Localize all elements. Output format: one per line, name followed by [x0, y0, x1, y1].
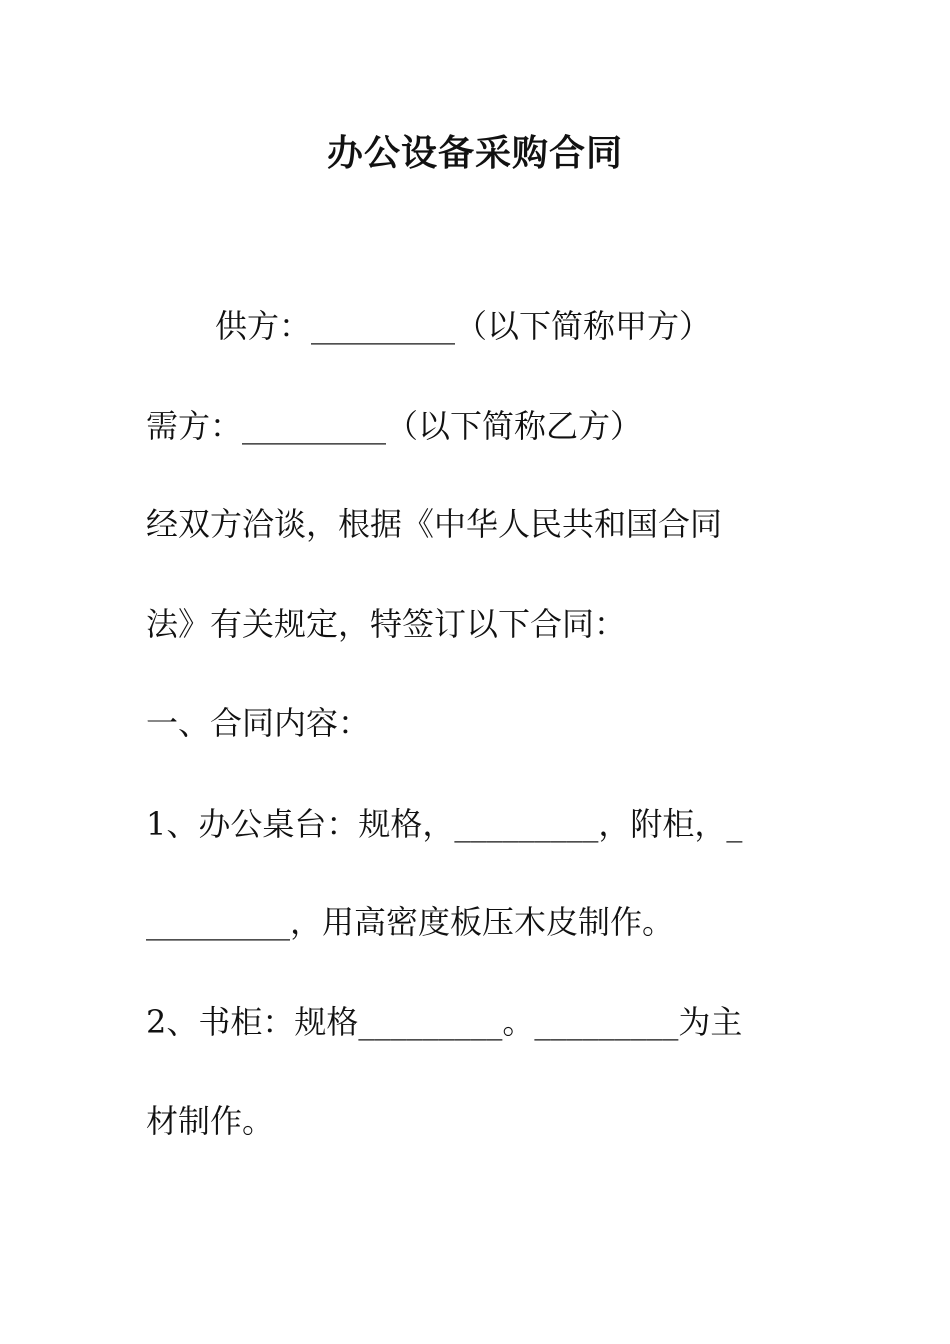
item-1-line-2: _________，用高密度板压木皮制作。	[146, 903, 675, 941]
item-2-line-1: 2、书柜：规格_________。_________为主	[146, 1003, 743, 1041]
supplier-line: 供方：_________（以下简称甲方）	[215, 307, 712, 345]
item-2-line-2: 材制作。	[146, 1102, 275, 1140]
section-heading-contract-content: 一、合同内容：	[146, 704, 371, 742]
preamble-line-2: 法》有关规定，特签订以下合同：	[146, 605, 627, 643]
document-title: 办公设备采购合同	[326, 132, 623, 174]
preamble-line-1: 经双方洽谈，根据《中华人民共和国合同	[146, 505, 723, 543]
buyer-line: 需方：_________（以下简称乙方）	[146, 407, 643, 445]
item-1-line-1: 1、办公桌台：规格，_________，附柜，_	[146, 805, 743, 843]
